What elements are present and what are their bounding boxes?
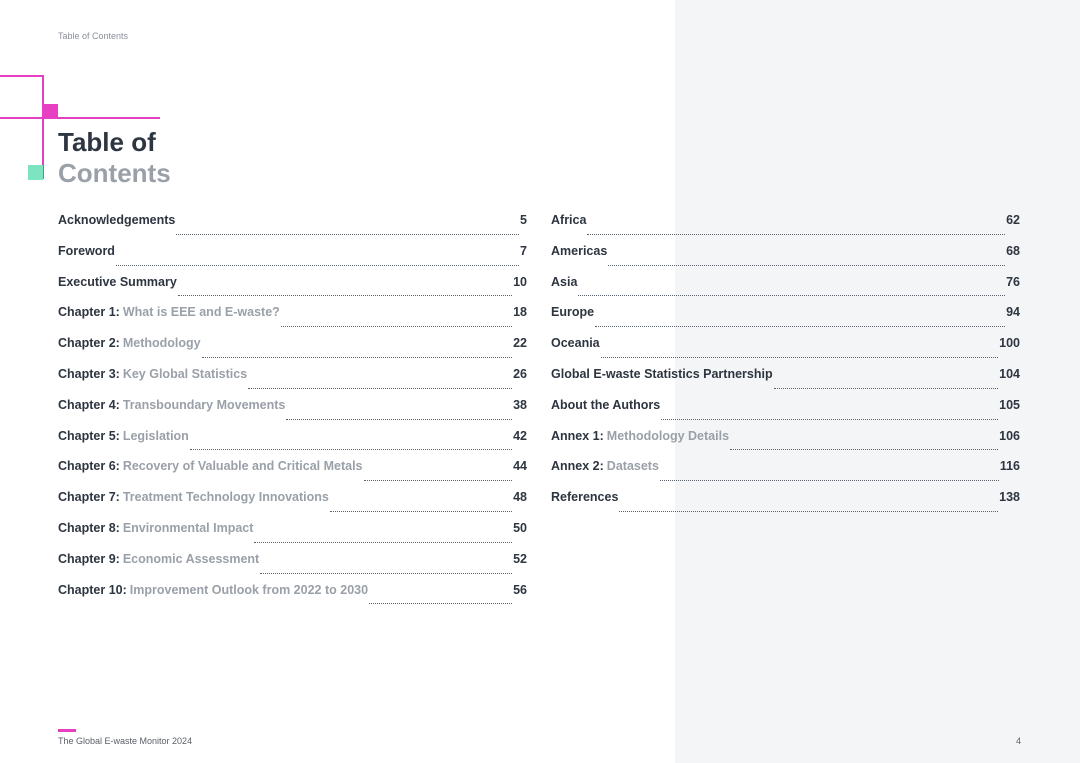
toc-dot-leader — [364, 479, 513, 481]
toc-entry[interactable] — [551, 336, 1020, 367]
toc-entry-page: 5 — [520, 213, 527, 227]
toc-entry-page: 7 — [520, 243, 527, 258]
toc-entry-label: Chapter 1: — [58, 305, 120, 320]
page-number: 4 — [1016, 736, 1022, 746]
toc-entry[interactable] — [551, 244, 1020, 275]
toc-entry-title: Methodology — [122, 336, 201, 351]
footer-publication-title: The Global E-waste Monitor 2024 — [58, 736, 193, 746]
toc-entry[interactable] — [551, 429, 1020, 460]
toc-entry-label: Executive Summary — [58, 274, 177, 289]
toc-entry[interactable] — [551, 459, 1020, 490]
toc-entry-title: What is EEE and E-waste? — [122, 305, 280, 320]
toc-entry-page: 62 — [1006, 213, 1020, 227]
decor-line-middle — [0, 117, 160, 119]
toc-dot-leader — [619, 510, 998, 512]
page-title-line1: Table of — [58, 127, 156, 157]
toc-entry-title: Datasets — [606, 459, 659, 474]
toc-entry-title: Key Global Statistics — [122, 366, 248, 381]
toc-dot-leader — [116, 264, 519, 266]
toc-entry[interactable] — [58, 367, 527, 398]
toc-dot-leader — [330, 510, 512, 512]
toc-dot-leader — [660, 479, 999, 481]
toc-entry-label: Foreword — [58, 243, 115, 258]
toc-dot-leader — [608, 264, 1005, 266]
toc-entry-label: Annex 2: — [551, 459, 604, 474]
toc-dot-leader — [286, 418, 512, 420]
toc-entry-label: Chapter 4: — [58, 397, 120, 412]
toc-entry-label: Chapter 8: — [58, 520, 120, 535]
toc-entry-page: 68 — [1006, 243, 1020, 258]
toc-dot-leader — [661, 418, 998, 420]
toc-entry[interactable] — [58, 213, 527, 244]
toc-entry-title: Transboundary Movements — [122, 397, 286, 412]
toc-entry-page: 10 — [513, 274, 527, 289]
toc-entry-label: Chapter 5: — [58, 428, 120, 443]
toc-left-column — [58, 213, 527, 613]
toc-dot-leader — [587, 233, 1005, 235]
toc-entry-title: Legislation — [122, 428, 189, 443]
toc-entry[interactable] — [551, 490, 1020, 521]
toc-entry[interactable] — [58, 336, 527, 367]
toc-entry-label: Oceania — [551, 336, 600, 351]
toc-entry-label: Acknowledgements — [58, 213, 176, 227]
toc-entry-page: 105 — [999, 397, 1020, 412]
toc-dot-leader — [730, 448, 998, 450]
toc-dot-leader — [176, 233, 519, 235]
footer-accent-bar — [58, 729, 76, 732]
toc-dot-leader — [601, 356, 999, 358]
toc-entry-title: Economic Assessment — [122, 551, 260, 566]
toc-entry-label: Chapter 2: — [58, 336, 120, 351]
toc-dot-leader — [202, 356, 513, 358]
toc-dot-leader — [578, 294, 1005, 296]
toc-entry[interactable] — [58, 490, 527, 521]
toc-dot-leader — [190, 448, 512, 450]
toc-entry-page: 18 — [513, 305, 527, 320]
toc-entry-label: Chapter 7: — [58, 490, 120, 505]
toc-entry-label: Africa — [551, 213, 587, 227]
toc-entry[interactable] — [58, 429, 527, 460]
toc-right-column — [551, 213, 1020, 521]
toc-entry-title: Treatment Technology Innovations — [122, 490, 329, 505]
toc-entry[interactable] — [551, 367, 1020, 398]
toc-entry[interactable] — [58, 398, 527, 429]
toc-entry-page: 50 — [513, 520, 527, 535]
toc-entry-page: 104 — [999, 366, 1020, 381]
decor-square-pink — [44, 104, 58, 118]
toc-entry-page: 94 — [1006, 305, 1020, 320]
toc-entry-page: 138 — [999, 490, 1020, 505]
toc-entry-label: Annex 1: — [551, 428, 604, 443]
toc-entry[interactable] — [58, 305, 527, 336]
toc-entry-label: Asia — [551, 274, 578, 289]
toc-entry-page: 106 — [999, 428, 1020, 443]
toc-dot-leader — [774, 387, 999, 389]
toc-entry-page: 26 — [513, 366, 527, 381]
toc-entry-page: 44 — [513, 459, 527, 474]
toc-dot-leader — [254, 541, 512, 543]
toc-entry-title: Environmental Impact — [122, 520, 254, 535]
toc-entry-page: 42 — [513, 428, 527, 443]
running-head: Table of Contents — [58, 31, 129, 41]
toc-dot-leader — [595, 325, 1005, 327]
toc-entry-page: 100 — [999, 336, 1020, 351]
toc-dot-leader — [260, 572, 512, 574]
page-title-line2: Contents — [58, 158, 171, 188]
toc-entry[interactable] — [58, 583, 527, 614]
toc-entry[interactable] — [58, 552, 527, 583]
toc-entry[interactable] — [551, 213, 1020, 244]
toc-entry-label: References — [551, 490, 619, 505]
toc-entry-page: 22 — [513, 336, 527, 351]
toc-entry[interactable] — [58, 244, 527, 275]
decor-square-mint — [28, 165, 43, 180]
toc-entry-label: Europe — [551, 305, 595, 320]
toc-entry-title: Methodology Details — [606, 428, 730, 443]
toc-dot-leader — [281, 325, 512, 327]
toc-entry-label: Chapter 6: — [58, 459, 120, 474]
toc-dot-leader — [178, 294, 512, 296]
toc-entry-label: About the Authors — [551, 397, 661, 412]
toc-entry-label: Chapter 10: — [58, 582, 127, 597]
toc-entry-label: Chapter 9: — [58, 551, 120, 566]
page-title — [58, 127, 171, 189]
toc-entry[interactable] — [551, 275, 1020, 306]
toc-entry-page: 76 — [1006, 274, 1020, 289]
toc-entry[interactable] — [551, 398, 1020, 429]
toc-entry-page: 56 — [513, 582, 527, 597]
toc-entry-page: 48 — [513, 490, 527, 505]
toc-dot-leader — [248, 387, 512, 389]
toc-entry-label: Chapter 3: — [58, 366, 120, 381]
toc-entry-label: Global E-waste Statistics Partnership — [551, 366, 773, 381]
decor-line-vertical — [42, 75, 44, 179]
toc-entry[interactable] — [58, 521, 527, 552]
toc-entry-page: 116 — [999, 459, 1020, 474]
toc-entry-page: 38 — [513, 397, 527, 412]
toc-entry-label: Americas — [551, 243, 608, 258]
toc-entry-title: Recovery of Valuable and Critical Metals — [122, 459, 363, 474]
toc-entry-title: Improvement Outlook from 2022 to 2030 — [129, 582, 369, 597]
toc-entry[interactable] — [58, 275, 527, 306]
toc-entry[interactable] — [551, 305, 1020, 336]
toc-entry[interactable] — [58, 459, 527, 490]
toc-dot-leader — [369, 602, 512, 604]
toc-entry-page: 52 — [513, 551, 527, 566]
decor-line-top — [0, 75, 44, 77]
